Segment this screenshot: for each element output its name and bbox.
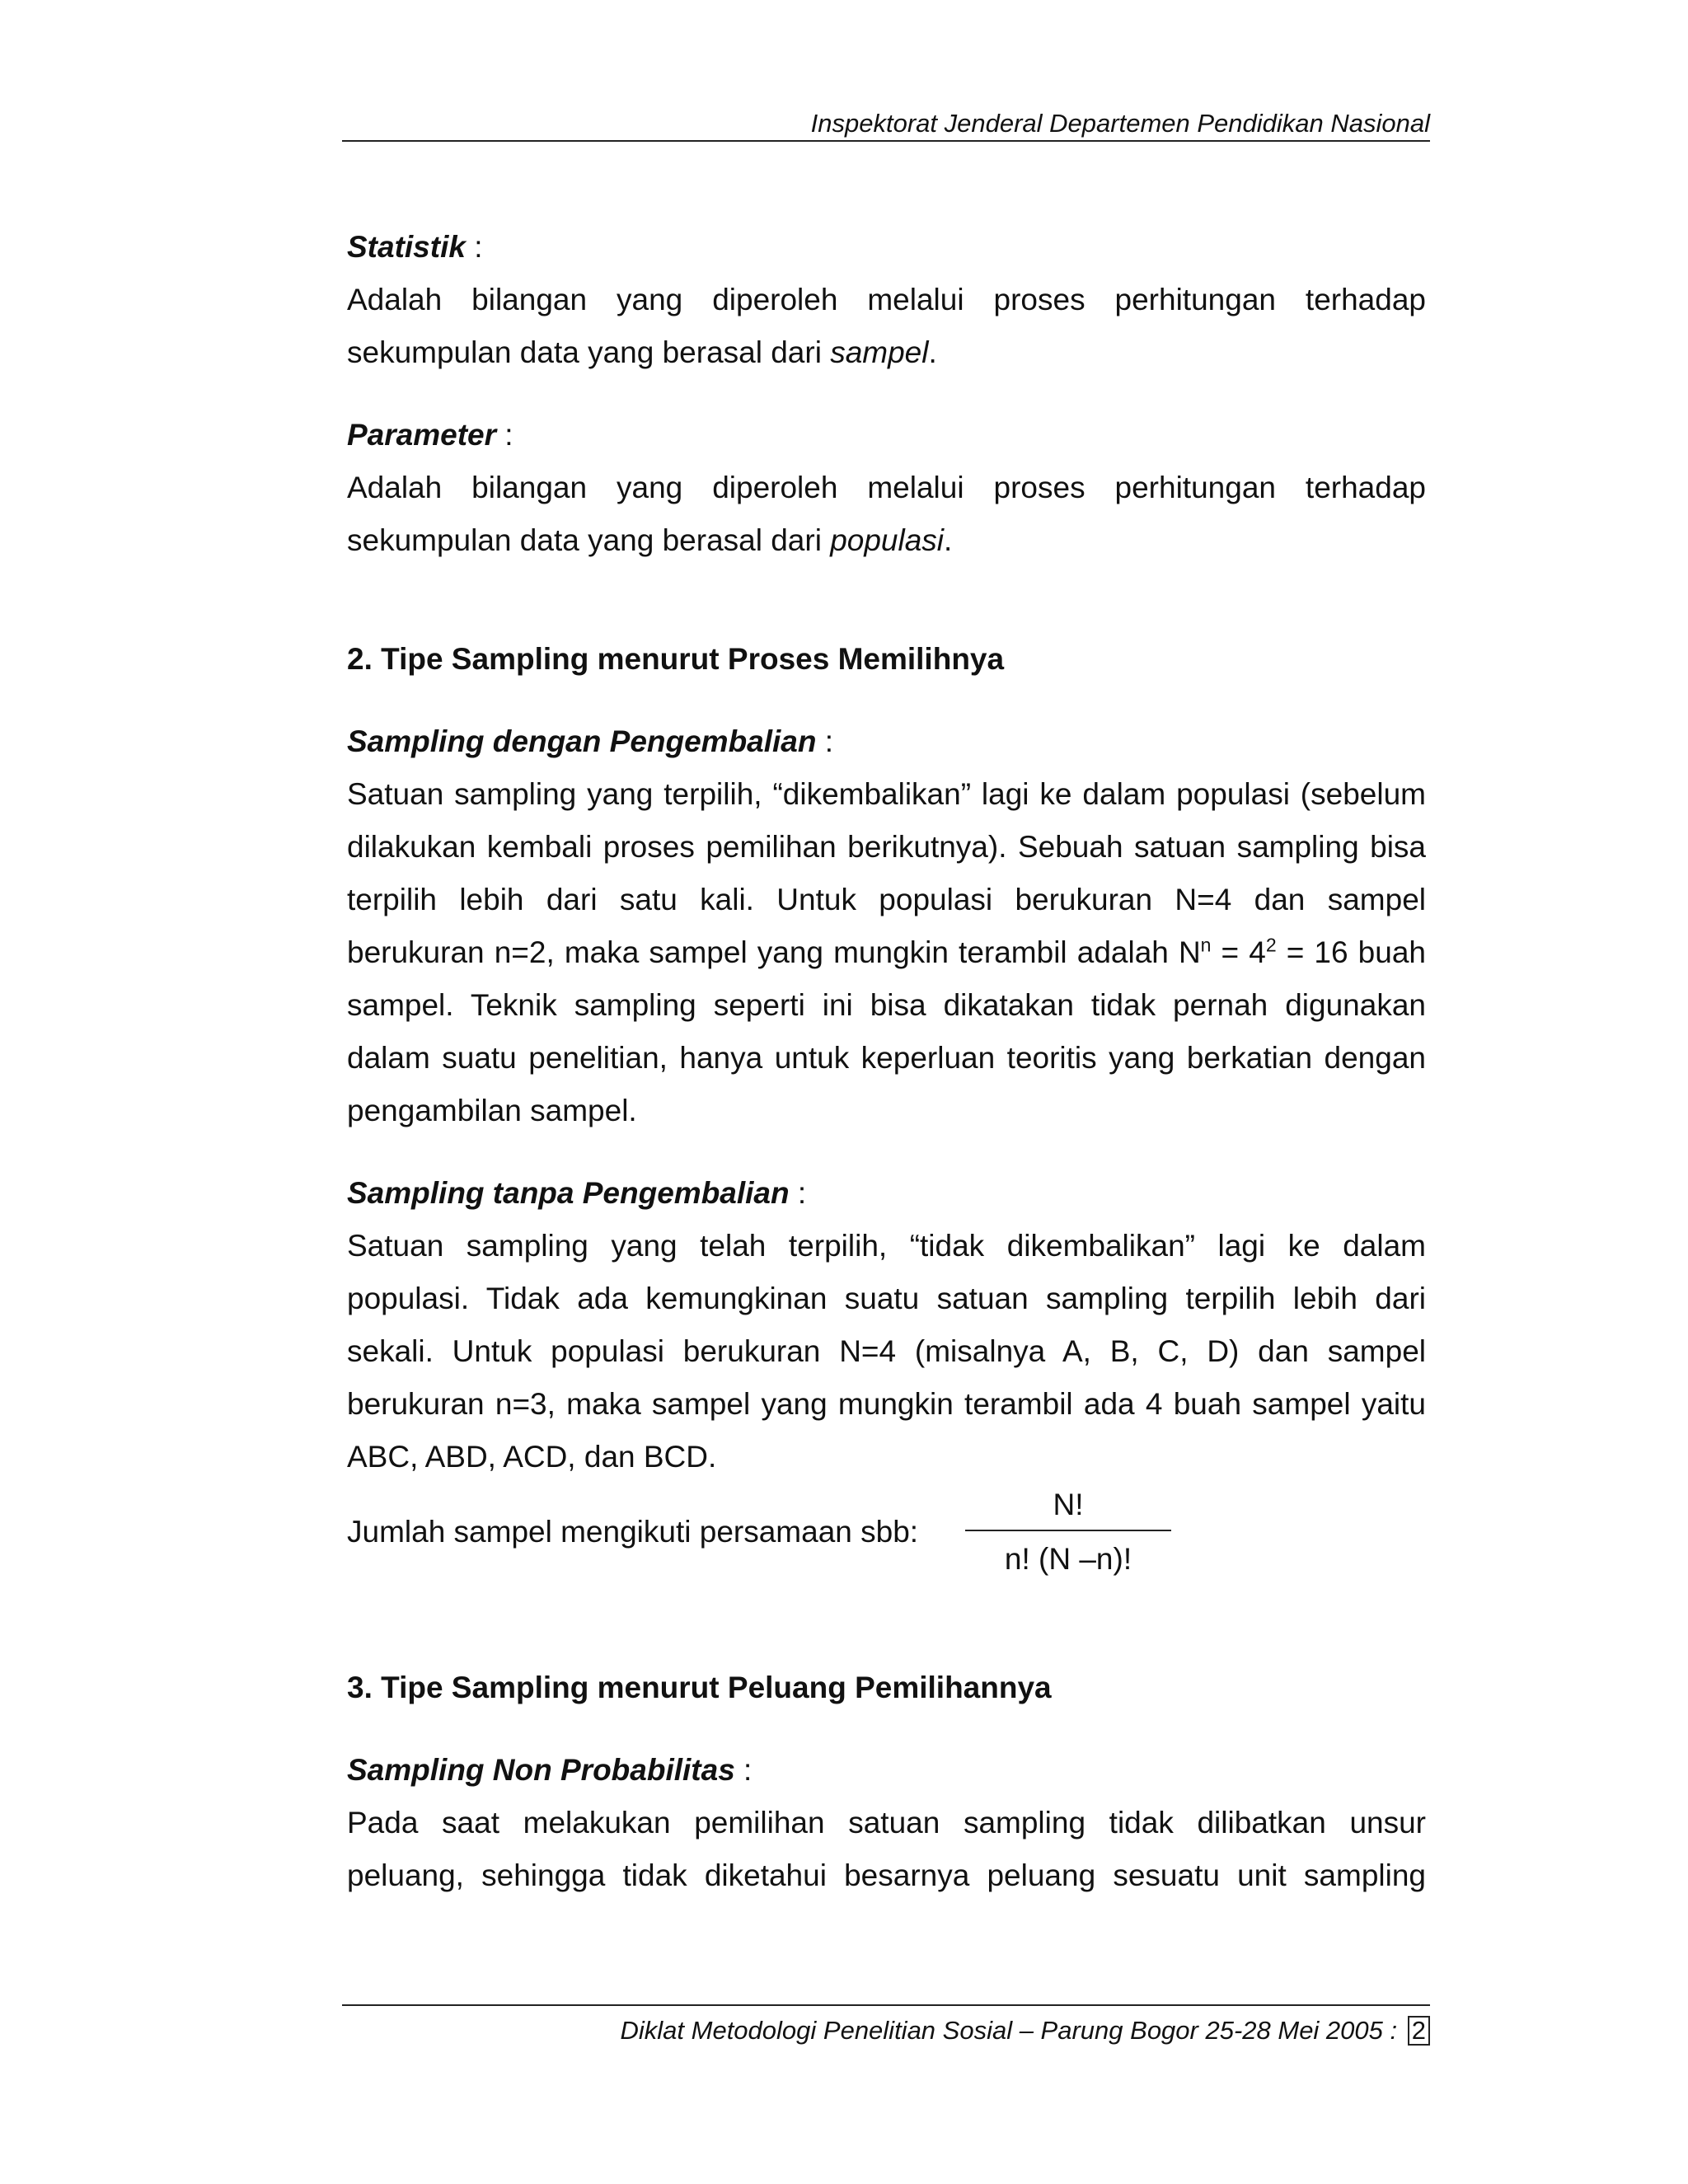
fraction-bar (965, 1530, 1171, 1531)
section-3-title: 3. Tipe Sampling menurut Peluang Pemilihannya (347, 1671, 1052, 1704)
term-statistik: Statistik (347, 230, 466, 264)
section-2-title: 2. Tipe Sampling menurut Proses Memilihnya (347, 642, 1005, 676)
term-with-replacement: Sampling dengan Pengembalian (347, 724, 817, 758)
page-number: 2 (1408, 2016, 1430, 2046)
definition-with-replacement-text-1: Satuan sampling yang terpilih, “dikembalikan” lagi ke dalam populasi (sebelum dilakukan kembali proses pemilihan berikutnya). Sebuah satuan sampling bisa terpilih lebih dari satu kali. Untuk populasi berukuran N=4 dan sampel berukuran n=2, maka sampel yang mungkin terambil adalah N (347, 777, 1426, 969)
header-text: Inspektorat Jenderal Departemen Pendidikan Nasional (810, 109, 1430, 138)
definition-parameter (347, 462, 1426, 567)
superscript-n: n (1200, 934, 1212, 956)
footer-label: Diklat Metodologi Penelitian Sosial – Parung Bogor 25-28 Mei 2005 (620, 2016, 1383, 2045)
formula-numerator: N! (1053, 1488, 1084, 1521)
term-without-replacement-heading (347, 1167, 1426, 1220)
page-footer (342, 2004, 1430, 2045)
formula-label: Jumlah sampel mengikuti persamaan sbb: (347, 1515, 919, 1549)
definition-parameter-text: Adalah bilangan yang diperoleh melalui proses perhitungan terhadap sekumpulan data yang berasal dari (347, 471, 1426, 557)
footer-text (621, 2014, 1431, 2047)
definition-statistik (347, 274, 1426, 379)
term-statistik-colon: : (465, 230, 483, 264)
term-parameter-heading (347, 409, 1426, 462)
term-parameter-colon: : (496, 418, 513, 452)
combination-formula (965, 1483, 1171, 1581)
formula-denominator: n! (N –n)! (1004, 1542, 1132, 1576)
definition-with-replacement-text-2: = 4 (1211, 935, 1266, 969)
term-parameter: Parameter (347, 418, 497, 452)
formula-row (347, 1483, 1426, 1582)
page-content (347, 221, 1426, 1902)
term-non-probability-heading (347, 1744, 1426, 1797)
footer-separator: : (1382, 2016, 1404, 2045)
term-with-replacement-heading (347, 715, 1426, 768)
term-without-replacement: Sampling tanpa Pengembalian (347, 1176, 790, 1210)
definition-statistik-italic: sampel (830, 335, 929, 369)
definition-non-probability: Pada saat melakukan pemilihan satuan sampling tidak dilibatkan unsur peluang, sehingga tidak diketahui besarnya peluang sesuatu unit sampling (347, 1806, 1426, 1892)
definition-with-replacement-text-3: = 16 buah sampel. Teknik sampling seperti ini bisa dikatakan tidak pernah digunakan dalam suatu penelitian, hanya untuk keperluan teoritis yang berkatian dengan pengambilan sampel. (347, 935, 1426, 1127)
definition-without-replacement: Satuan sampling yang telah terpilih, “tidak dikembalikan” lagi ke dalam populasi. Tidak ada kemungkinan suatu satuan sampling terpilih lebih dari sekali. Untuk populasi berukuran N=4 (misalnya A, B, C, D) dan sampel berukuran n=3, maka sampel yang mungkin terambil ada 4 buah sampel yaitu ABC, ABD, ACD, dan BCD. (347, 1229, 1426, 1474)
definition-parameter-end: . (944, 523, 953, 557)
term-without-replacement-colon: : (789, 1176, 807, 1210)
term-statistik-heading (347, 221, 1426, 274)
definition-statistik-end: . (928, 335, 937, 369)
page-header (342, 107, 1430, 142)
definition-statistik-text: Adalah bilangan yang diperoleh melalui proses perhitungan terhadap sekumpulan data yang berasal dari (347, 283, 1426, 369)
definition-parameter-italic: populasi (830, 523, 945, 557)
term-non-probability-colon: : (734, 1753, 753, 1787)
definition-with-replacement (347, 768, 1426, 1137)
superscript-2: 2 (1265, 934, 1277, 956)
term-with-replacement-colon: : (816, 724, 834, 758)
term-non-probability: Sampling Non Probabilitas (347, 1753, 735, 1787)
